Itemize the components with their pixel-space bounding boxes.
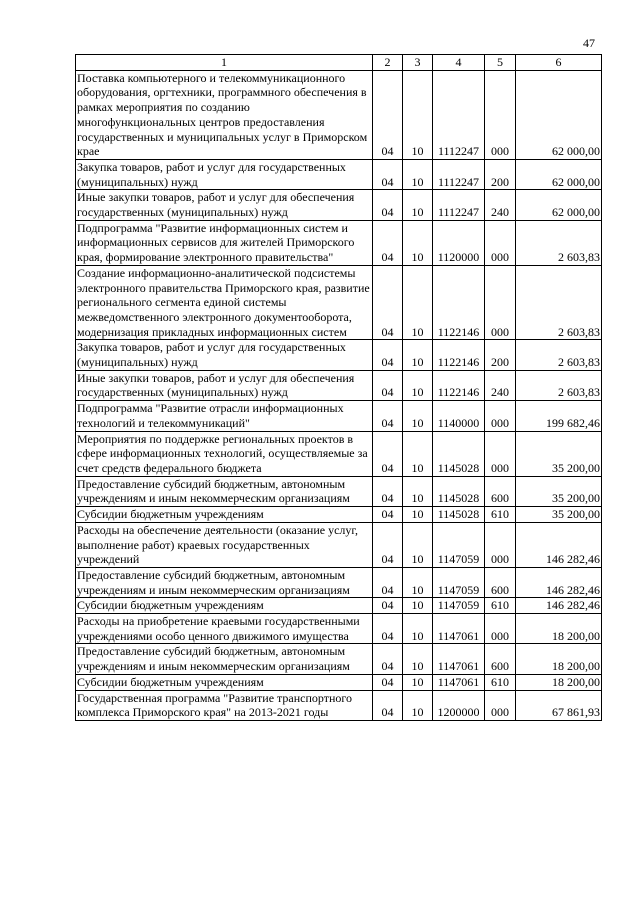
row-code-4-cell: 1112247: [433, 70, 485, 159]
row-code-5-cell: 000: [485, 220, 516, 265]
row-code-2-cell: 04: [373, 598, 403, 614]
row-code-4-cell: 1147059: [433, 598, 485, 614]
row-code-5-cell: 000: [485, 431, 516, 476]
row-sum-cell: 35 200,00: [516, 507, 602, 523]
row-code-4-cell: 1147061: [433, 614, 485, 644]
row-code-3-cell: 10: [403, 431, 433, 476]
row-code-3-cell: 10: [403, 614, 433, 644]
row-code-5-cell: 000: [485, 265, 516, 340]
row-code-4-cell: 1112247: [433, 190, 485, 220]
row-sum-cell: 146 282,46: [516, 522, 602, 567]
table-row: [76, 674, 602, 690]
table-row: [76, 476, 602, 506]
row-name-cell: Государственная программа "Развитие транспортного комплекса Приморского края" на 2013-2021 годы: [76, 690, 373, 720]
row-name-cell: Закупка товаров, работ и услуг для государственных (муниципальных) нужд: [76, 159, 373, 189]
row-sum-cell: 199 682,46: [516, 401, 602, 431]
row-sum-cell: 2 603,83: [516, 220, 602, 265]
row-code-2-cell: 04: [373, 567, 403, 597]
row-name-cell: Поставка компьютерного и телекоммуникационного оборудования, оргтехники, программного обеспечения в рамках мероприятия по созданию многофункциональных центров предоставления государственных и муниципальных услуг в Приморском крае: [76, 70, 373, 159]
row-code-4-cell: 1112247: [433, 159, 485, 189]
row-code-2-cell: 04: [373, 431, 403, 476]
row-code-4-cell: 1147059: [433, 522, 485, 567]
column-header-5: 5: [485, 55, 516, 71]
table-row: [76, 522, 602, 567]
column-header-4: 4: [433, 55, 485, 71]
row-code-5-cell: 000: [485, 70, 516, 159]
row-code-3-cell: 10: [403, 644, 433, 674]
row-code-2-cell: 04: [373, 614, 403, 644]
row-code-3-cell: 10: [403, 476, 433, 506]
row-sum-cell: 2 603,83: [516, 340, 602, 370]
row-code-4-cell: 1200000: [433, 690, 485, 720]
row-sum-cell: 146 282,46: [516, 598, 602, 614]
table-row: [76, 401, 602, 431]
row-code-4-cell: 1122146: [433, 340, 485, 370]
row-sum-cell: 2 603,83: [516, 265, 602, 340]
row-code-5-cell: 240: [485, 370, 516, 400]
row-code-2-cell: 04: [373, 159, 403, 189]
row-code-4-cell: 1147061: [433, 674, 485, 690]
row-code-2-cell: 04: [373, 690, 403, 720]
table-row: [76, 598, 602, 614]
table-row: [76, 370, 602, 400]
table-row: [76, 265, 602, 340]
budget-table: [75, 54, 602, 721]
row-code-3-cell: 10: [403, 690, 433, 720]
column-header-6: 6: [516, 55, 602, 71]
row-code-2-cell: 04: [373, 340, 403, 370]
table-row: [76, 507, 602, 523]
column-header-3: 3: [403, 55, 433, 71]
table-body: [76, 70, 602, 720]
column-header-1: 1: [76, 55, 373, 71]
row-sum-cell: 35 200,00: [516, 476, 602, 506]
row-name-cell: Субсидии бюджетным учреждениям: [76, 674, 373, 690]
row-code-4-cell: 1122146: [433, 370, 485, 400]
row-code-4-cell: 1140000: [433, 401, 485, 431]
row-code-2-cell: 04: [373, 674, 403, 690]
row-code-2-cell: 04: [373, 220, 403, 265]
row-name-cell: Закупка товаров, работ и услуг для государственных (муниципальных) нужд: [76, 340, 373, 370]
row-code-3-cell: 10: [403, 190, 433, 220]
row-name-cell: Предоставление субсидий бюджетным, автономным учреждениям и иным некоммерческим организациям: [76, 567, 373, 597]
row-code-5-cell: 610: [485, 507, 516, 523]
row-code-2-cell: 04: [373, 644, 403, 674]
row-code-4-cell: 1145028: [433, 431, 485, 476]
row-code-5-cell: 000: [485, 401, 516, 431]
table-row: [76, 431, 602, 476]
row-code-5-cell: 000: [485, 690, 516, 720]
row-name-cell: Субсидии бюджетным учреждениям: [76, 507, 373, 523]
row-sum-cell: 35 200,00: [516, 431, 602, 476]
row-code-5-cell: 200: [485, 159, 516, 189]
row-code-2-cell: 04: [373, 507, 403, 523]
table-row: [76, 159, 602, 189]
row-code-2-cell: 04: [373, 70, 403, 159]
row-sum-cell: 62 000,00: [516, 159, 602, 189]
row-code-2-cell: 04: [373, 522, 403, 567]
row-code-5-cell: 000: [485, 522, 516, 567]
table-row: [76, 690, 602, 720]
column-header-2: 2: [373, 55, 403, 71]
row-code-4-cell: 1145028: [433, 476, 485, 506]
row-code-5-cell: 200: [485, 340, 516, 370]
row-code-2-cell: 04: [373, 370, 403, 400]
row-code-2-cell: 04: [373, 265, 403, 340]
row-code-3-cell: 10: [403, 401, 433, 431]
row-code-3-cell: 10: [403, 340, 433, 370]
row-name-cell: Подпрограмма "Развитие отрасли информационных технологий и телекоммуникаций": [76, 401, 373, 431]
row-code-3-cell: 10: [403, 522, 433, 567]
row-code-3-cell: 10: [403, 674, 433, 690]
row-name-cell: Расходы на обеспечение деятельности (оказание услуг, выполнение работ) краевых государственных учреждений: [76, 522, 373, 567]
row-code-3-cell: 10: [403, 598, 433, 614]
row-code-4-cell: 1120000: [433, 220, 485, 265]
row-code-5-cell: 000: [485, 614, 516, 644]
row-sum-cell: 62 000,00: [516, 190, 602, 220]
table-row: [76, 190, 602, 220]
row-code-4-cell: 1122146: [433, 265, 485, 340]
row-name-cell: Подпрограмма "Развитие информационных систем и информационных сервисов для жителей Приморского края, формирование электронного правительства": [76, 220, 373, 265]
row-name-cell: Предоставление субсидий бюджетным, автономным учреждениям и иным некоммерческим организациям: [76, 476, 373, 506]
row-sum-cell: 18 200,00: [516, 674, 602, 690]
row-code-5-cell: 600: [485, 567, 516, 597]
table-row: [76, 614, 602, 644]
table-row: [76, 567, 602, 597]
row-sum-cell: 67 861,93: [516, 690, 602, 720]
row-code-2-cell: 04: [373, 401, 403, 431]
row-sum-cell: 18 200,00: [516, 614, 602, 644]
table-header-row: [76, 55, 602, 71]
row-code-2-cell: 04: [373, 190, 403, 220]
row-name-cell: Мероприятия по поддержке региональных проектов в сфере информационных технологий, осуществляемые за счет средств федерального бюджета: [76, 431, 373, 476]
table-row: [76, 70, 602, 159]
row-code-3-cell: 10: [403, 159, 433, 189]
table-row: [76, 340, 602, 370]
row-code-5-cell: 240: [485, 190, 516, 220]
row-name-cell: Иные закупки товаров, работ и услуг для обеспечения государственных (муниципальных) нужд: [76, 370, 373, 400]
row-sum-cell: 2 603,83: [516, 370, 602, 400]
row-code-2-cell: 04: [373, 476, 403, 506]
row-name-cell: Субсидии бюджетным учреждениям: [76, 598, 373, 614]
row-sum-cell: 62 000,00: [516, 70, 602, 159]
row-code-5-cell: 600: [485, 476, 516, 506]
page-number: 47: [583, 36, 595, 50]
row-code-3-cell: 10: [403, 220, 433, 265]
row-code-3-cell: 10: [403, 370, 433, 400]
row-code-3-cell: 10: [403, 507, 433, 523]
row-code-4-cell: 1145028: [433, 507, 485, 523]
row-code-5-cell: 600: [485, 644, 516, 674]
row-name-cell: Расходы на приобретение краевыми государственными учреждениями особо ценного движимого имущества: [76, 614, 373, 644]
row-code-3-cell: 10: [403, 265, 433, 340]
row-code-4-cell: 1147061: [433, 644, 485, 674]
row-sum-cell: 146 282,46: [516, 567, 602, 597]
row-name-cell: Иные закупки товаров, работ и услуг для обеспечения государственных (муниципальных) нужд: [76, 190, 373, 220]
row-code-5-cell: 610: [485, 674, 516, 690]
table-row: [76, 644, 602, 674]
row-code-5-cell: 610: [485, 598, 516, 614]
row-name-cell: Создание информационно-аналитической подсистемы электронного правительства Приморского края, развитие регионального сегмента единой системы межведомственного электронного документооборота, модернизация прикладных информационных систем: [76, 265, 373, 340]
row-name-cell: Предоставление субсидий бюджетным, автономным учреждениям и иным некоммерческим организациям: [76, 644, 373, 674]
row-code-3-cell: 10: [403, 70, 433, 159]
row-code-4-cell: 1147059: [433, 567, 485, 597]
table-row: [76, 220, 602, 265]
row-code-3-cell: 10: [403, 567, 433, 597]
row-sum-cell: 18 200,00: [516, 644, 602, 674]
